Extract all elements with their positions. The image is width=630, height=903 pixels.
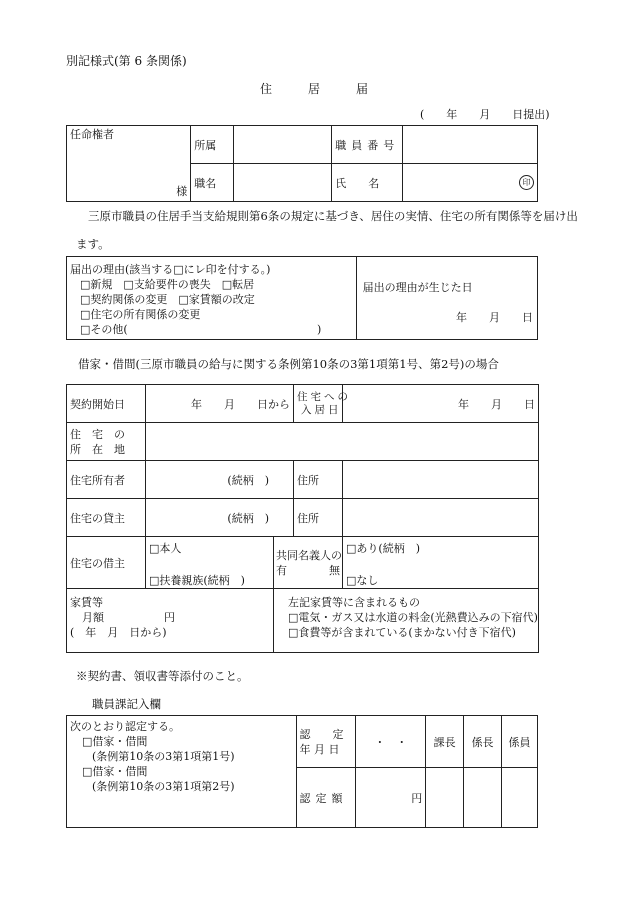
reason-date-cell bbox=[356, 257, 537, 340]
appointer-label: 任命権者 bbox=[70, 128, 114, 141]
included-heading: 左記家賃等に含まれるもの bbox=[288, 596, 420, 609]
certify-heading: 次のとおり認定する。 bbox=[70, 720, 180, 733]
certify-option-1-sub: (条例第10条の3第1項第1号) bbox=[92, 750, 235, 763]
chief-label: 課長 bbox=[426, 716, 464, 768]
position-label: 職名 bbox=[191, 164, 233, 202]
dept-label: 所属 bbox=[191, 126, 233, 164]
dept-field[interactable] bbox=[233, 126, 332, 164]
move-in-value[interactable]: 年 月 日 bbox=[343, 385, 539, 423]
location-field[interactable] bbox=[146, 423, 539, 461]
borrower-dependent[interactable]: □扶養親族(続柄 ) bbox=[149, 574, 245, 587]
staff-no-label: 職員番号 bbox=[332, 126, 403, 164]
lender-relation[interactable]: (続柄 ) bbox=[146, 499, 294, 537]
head-seal-field[interactable] bbox=[464, 768, 502, 828]
intro-line-1: 三原市職員の住居手当支給規則第6条の規定に基づき、居住の実情、住宅の所有関係等を届け出 bbox=[88, 209, 578, 223]
seal-icon: 印 bbox=[519, 175, 534, 190]
cert-amount-value[interactable]: 円 bbox=[356, 768, 426, 828]
applicant-table bbox=[66, 125, 538, 202]
certify-option-2-sub: (条例第10条の3第1項第2号) bbox=[92, 780, 235, 793]
intro-line-2: ます。 bbox=[76, 237, 110, 251]
cert-date-label: 認 定 年 月 日 bbox=[296, 716, 356, 768]
reason-other-close: ) bbox=[317, 323, 322, 336]
reason-date-label: 届出の理由が生じた日 bbox=[362, 281, 473, 294]
owner-relation[interactable]: (続柄 ) bbox=[146, 461, 294, 499]
location-label: 住 宅 の 所 在 地 bbox=[67, 423, 146, 461]
page-title: 住 居 届 bbox=[260, 82, 369, 96]
office-table bbox=[66, 715, 538, 828]
owner-address-label: 住所 bbox=[294, 461, 343, 499]
included-cell bbox=[274, 589, 539, 653]
co-named-yes[interactable]: □あり(続柄 ) bbox=[346, 542, 420, 555]
reason-option-other[interactable]: □その他( bbox=[80, 323, 128, 336]
staff-label: 係員 bbox=[502, 716, 538, 768]
rent-label: 家賃等 bbox=[70, 596, 103, 609]
appointer-cell bbox=[67, 126, 191, 202]
cert-date-value[interactable]: ・ ・ bbox=[356, 716, 426, 768]
borrower-options bbox=[146, 537, 274, 589]
chief-seal-field[interactable] bbox=[426, 768, 464, 828]
co-named-no[interactable]: □なし bbox=[346, 574, 379, 587]
reason-table bbox=[66, 256, 538, 340]
lender-address-label: 住所 bbox=[294, 499, 343, 537]
lender-label: 住宅の貸主 bbox=[67, 499, 146, 537]
submission-date: ( 年 月 日提出) bbox=[420, 108, 550, 121]
attachment-note: ※契約書、領収書等添付のこと。 bbox=[76, 669, 249, 683]
owner-address-field[interactable] bbox=[343, 461, 539, 499]
co-named-label: 共同名義人の 有 無 bbox=[274, 537, 343, 589]
move-in-label: 住宅への 入居日 bbox=[294, 385, 343, 423]
rent-monthly[interactable]: 月額 円 bbox=[82, 611, 175, 624]
form-label: 別記様式(第 6 条関係) bbox=[66, 54, 187, 68]
staff-section-label: 職員課記入欄 bbox=[92, 697, 161, 711]
certify-option-2[interactable]: □借家・借間 bbox=[82, 765, 148, 778]
reason-option-contract[interactable]: □契約関係の変更 □家賃額の改定 bbox=[80, 293, 255, 306]
reason-heading: 届出の理由(該当する□にレ印を付する。) bbox=[70, 263, 271, 276]
contract-start-value[interactable]: 年 月 日から bbox=[146, 385, 294, 423]
head-label: 係長 bbox=[464, 716, 502, 768]
reason-date-value[interactable]: 年 月 日 bbox=[456, 311, 533, 324]
certify-option-1[interactable]: □借家・借間 bbox=[82, 735, 148, 748]
owner-label: 住宅所有者 bbox=[67, 461, 146, 499]
certify-cell bbox=[67, 716, 297, 828]
borrower-label: 住宅の借主 bbox=[67, 537, 146, 589]
reason-option-new[interactable]: □新規 □支給要件の喪失 □転居 bbox=[80, 278, 255, 291]
included-meals[interactable]: □食費等が含まれている(まかない付き下宿代) bbox=[288, 626, 516, 639]
sama-label: 様 bbox=[176, 185, 188, 198]
lender-address-field[interactable] bbox=[343, 499, 539, 537]
rental-table bbox=[66, 384, 539, 653]
staff-seal-field[interactable] bbox=[502, 768, 538, 828]
contract-start-label: 契約開始日 bbox=[67, 385, 146, 423]
rent-cell bbox=[67, 589, 274, 653]
borrower-self[interactable]: □本人 bbox=[149, 542, 182, 555]
included-utilities[interactable]: □電気・ガス又は水道の料金(光熱費込みの下宿代) bbox=[288, 611, 538, 624]
reason-option-ownership[interactable]: □住宅の所有関係の変更 bbox=[80, 308, 201, 321]
rent-from[interactable]: ( 年 月 日から) bbox=[70, 626, 167, 639]
position-field[interactable] bbox=[233, 164, 332, 202]
co-named-options bbox=[343, 537, 539, 589]
name-field[interactable] bbox=[403, 164, 538, 202]
rental-heading: 借家・借間(三原市職員の給与に関する条例第10条の3第1項第1号、第2号)の場合 bbox=[78, 357, 499, 371]
staff-no-field[interactable] bbox=[403, 126, 538, 164]
name-label: 氏 名 bbox=[332, 164, 403, 202]
reason-options-cell bbox=[67, 257, 357, 340]
cert-amount-label: 認定額 bbox=[296, 768, 356, 828]
